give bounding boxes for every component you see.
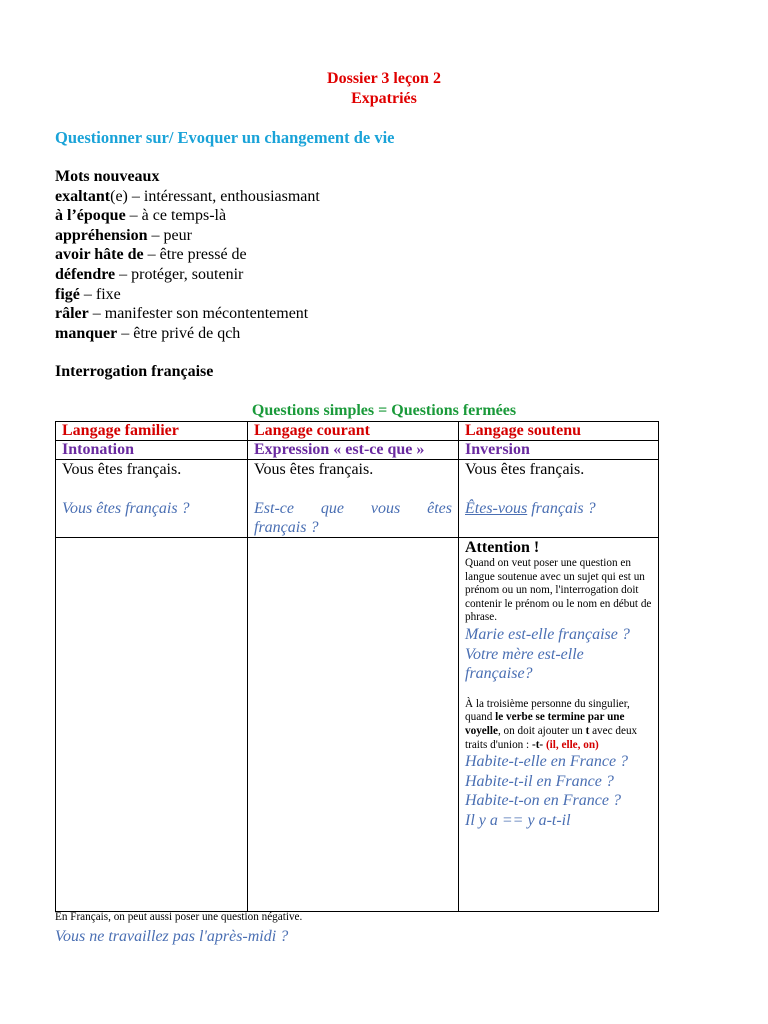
type-intonation: Intonation [56,441,248,460]
plain-sentence: Vous êtes français. [254,461,374,478]
vocab-item: à l’époque – à ce temps-là [55,207,227,225]
cell-courant-example [248,460,459,538]
question-table [55,421,659,912]
attention-example: Votre mère est-elle française? [465,645,584,683]
question-line-1: Est-ce que vous êtes [254,500,452,517]
vocab-item: défendre – protéger, soutenir [55,265,244,283]
attention-note-1: Quand on veut poser une question en langue soutenue avec un sujet qui est un prénom ou un nom, l'interrogation doit contenir le prénom ou le nom en début de phrase. [465,557,652,624]
question-line-2: français ? [254,519,319,536]
vocab-list [55,167,320,343]
attention-note-2: À la troisième personne du singulier, quand le verbe se termine par une voyelle, on doit ajouter un t avec deux traits d'union : -t- (il, elle, on) [465,697,638,751]
attention-example: Il y a == y a-t-il [465,811,571,829]
register-courant: Langage courant [248,422,459,441]
attention-example: Marie est-elle française ? [465,625,630,643]
footer-example: Vous ne travaillez pas l'après-midi ? [55,928,289,945]
question-example: Vous êtes français ? [62,500,190,517]
vocab-heading: Mots nouveaux [55,168,160,185]
empty-cell-courant [248,538,459,912]
vocab-item: exaltant(e) – intéressant, enthousiasmant [55,187,320,205]
section-title: Questionner sur/ Evoquer un changement de vie [55,128,395,147]
vocab-item: râler – manifester son mécontentement [55,305,309,323]
question-example [254,499,452,537]
plain-sentence: Vous êtes français. [465,461,585,478]
attention-example: Habite-t-elle en France ? [465,753,629,771]
interrogation-heading: Interrogation française [55,363,214,380]
cell-soutenu-example [459,460,659,538]
attention-cell [459,538,659,912]
cell-familier-example [56,460,248,538]
question-example: Êtes-vous français ? [465,500,596,517]
vocab-item: manquer – être privé de qch [55,324,241,342]
lesson-title: Dossier 3 leçon 2 [327,70,441,87]
plain-sentence: Vous êtes français. [62,461,182,478]
vocab-item: avoir hâte de – être pressé de [55,246,247,264]
table-title: Questions simples = Questions fermées [251,402,517,419]
footer-note: En Français, on peut aussi poser une question négative. [55,911,303,923]
type-est-ce-que: Expression « est-ce que » [248,441,459,460]
attention-example: Habite-t-il en France ? [465,772,614,790]
type-inversion: Inversion [459,441,659,460]
attention-title: Attention ! [465,539,540,556]
empty-cell-familier [56,538,248,912]
lesson-subtitle: Expatriés [351,90,417,107]
attention-example: Habite-t-on en France ? [465,792,621,810]
vocab-item: figé – fixe [55,285,121,303]
register-soutenu: Langage soutenu [459,422,659,441]
vocab-item: appréhension – peur [55,226,192,244]
inverted-verb: Êtes-vous [465,500,528,517]
register-familier: Langage familier [56,422,248,441]
